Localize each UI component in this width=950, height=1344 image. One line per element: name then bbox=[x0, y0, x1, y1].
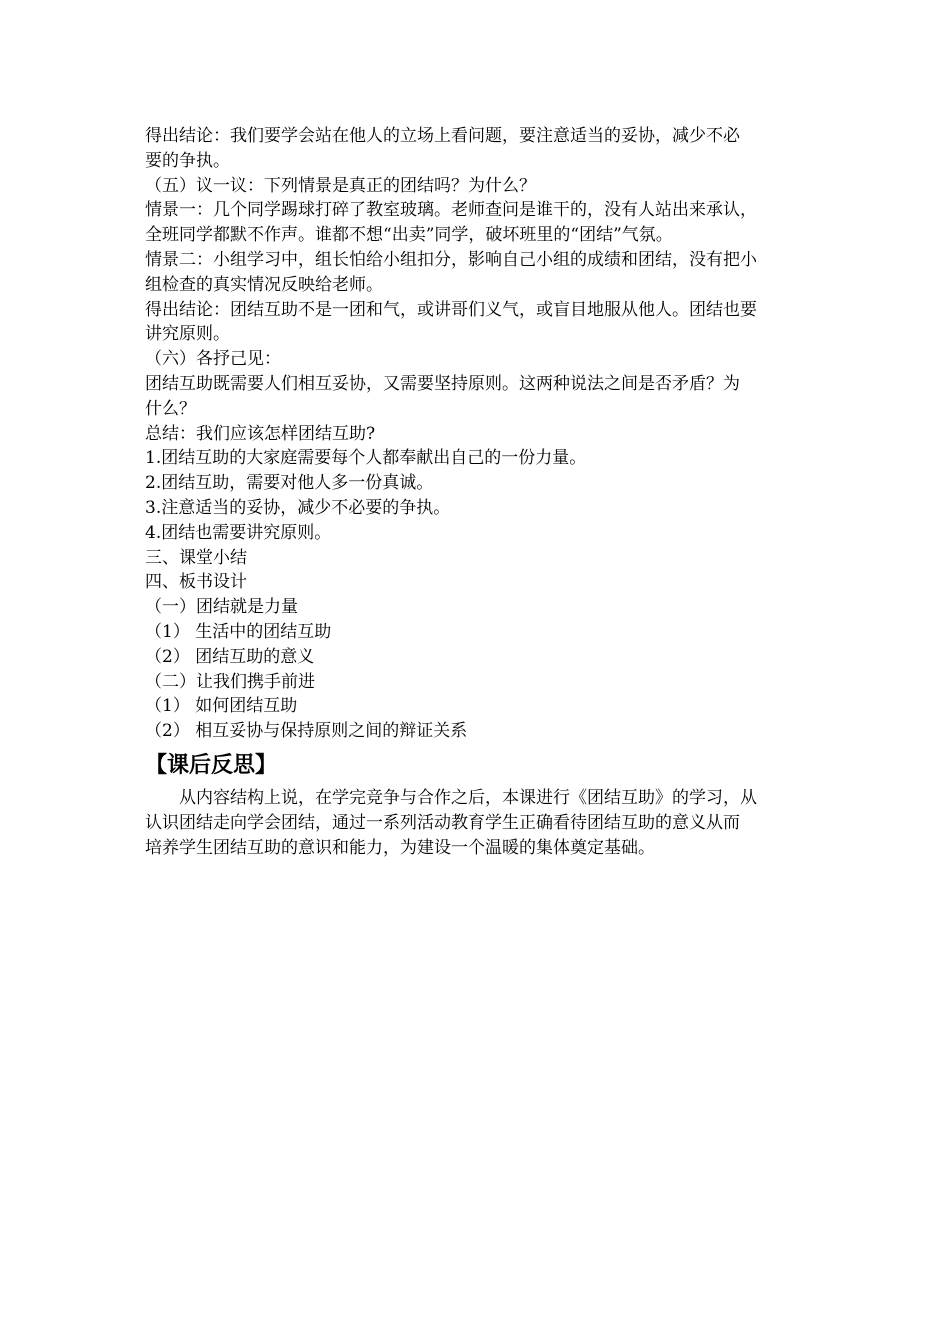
list-item: 3.注意适当的妥协，减少不必要的争执。 bbox=[145, 497, 451, 518]
outline-item: （1） 如何团结互助 bbox=[145, 696, 298, 717]
text-line: 团结互助既需要人们相互妥协，又需要坚持原则。这两种说法之间是否矛盾？为 bbox=[145, 373, 740, 394]
text-line: 情景二：小组学习中，组长怕给小组扣分，影响自己小组的成绩和团结，没有把小 bbox=[145, 249, 757, 270]
outline-item: （二）让我们携手前进 bbox=[145, 671, 315, 692]
list-item: 2.团结互助，需要对他人多一份真诚。 bbox=[145, 473, 434, 494]
text-line: （五）议一议：下列情景是真正的团结吗？为什么？ bbox=[145, 175, 536, 196]
text-line: 全班同学都默不作声。谁都不想“出卖”同学，破坏班里的“团结”气氛。 bbox=[145, 225, 673, 246]
reflection-heading: 【课后反思】 bbox=[145, 751, 278, 778]
outline-item: （2） 团结互助的意义 bbox=[145, 646, 315, 667]
text-line: 得出结论：团结互助不是一团和气，或讲哥们义气，或盲目地服从他人。团结也要 bbox=[145, 299, 757, 320]
document-page bbox=[145, 124, 810, 860]
outline-item: （一）团结就是力量 bbox=[145, 597, 298, 618]
text-line: （六）各抒己见： bbox=[145, 349, 281, 370]
text-line: 得出结论：我们要学会站在他人的立场上看问题，要注意适当的妥协，减少不必 bbox=[145, 126, 740, 146]
list-item: 1.团结互助的大家庭需要每个人都奉献出自己的一份力量。 bbox=[145, 448, 587, 469]
text-line: 讲究原则。 bbox=[145, 324, 230, 345]
text-line: 情景一：几个同学踢球打碎了教室玻璃。老师查问是谁干的，没有人站出来承认， bbox=[145, 200, 757, 221]
text-line: 什么？ bbox=[145, 398, 196, 419]
outline-item: （1） 生活中的团结互助 bbox=[145, 621, 332, 642]
outline-item: （2） 相互妥协与保持原则之间的辩证关系 bbox=[145, 721, 468, 742]
list-item: 4.团结也需要讲究原则。 bbox=[145, 522, 332, 543]
reflection-line: 认识团结走向学会团结，通过一系列活动教育学生正确看待团结互助的意义从而 bbox=[145, 812, 740, 833]
text-line: 总结：我们应该怎样团结互助? bbox=[145, 423, 376, 444]
text-line: 要的争执。 bbox=[145, 150, 230, 171]
reflection-line: 从内容结构上说，在学完竞争与合作之后，本课进行《团结互助》的学习，从 bbox=[179, 787, 757, 808]
section-title: 三、课堂小结 bbox=[145, 547, 247, 568]
section-title: 四、板书设计 bbox=[145, 572, 247, 593]
reflection-line: 培养学生团结互助的意识和能力，为建设一个温暖的集体奠定基础。 bbox=[145, 837, 655, 858]
text-line: 组检查的真实情况反映给老师。 bbox=[145, 274, 383, 295]
